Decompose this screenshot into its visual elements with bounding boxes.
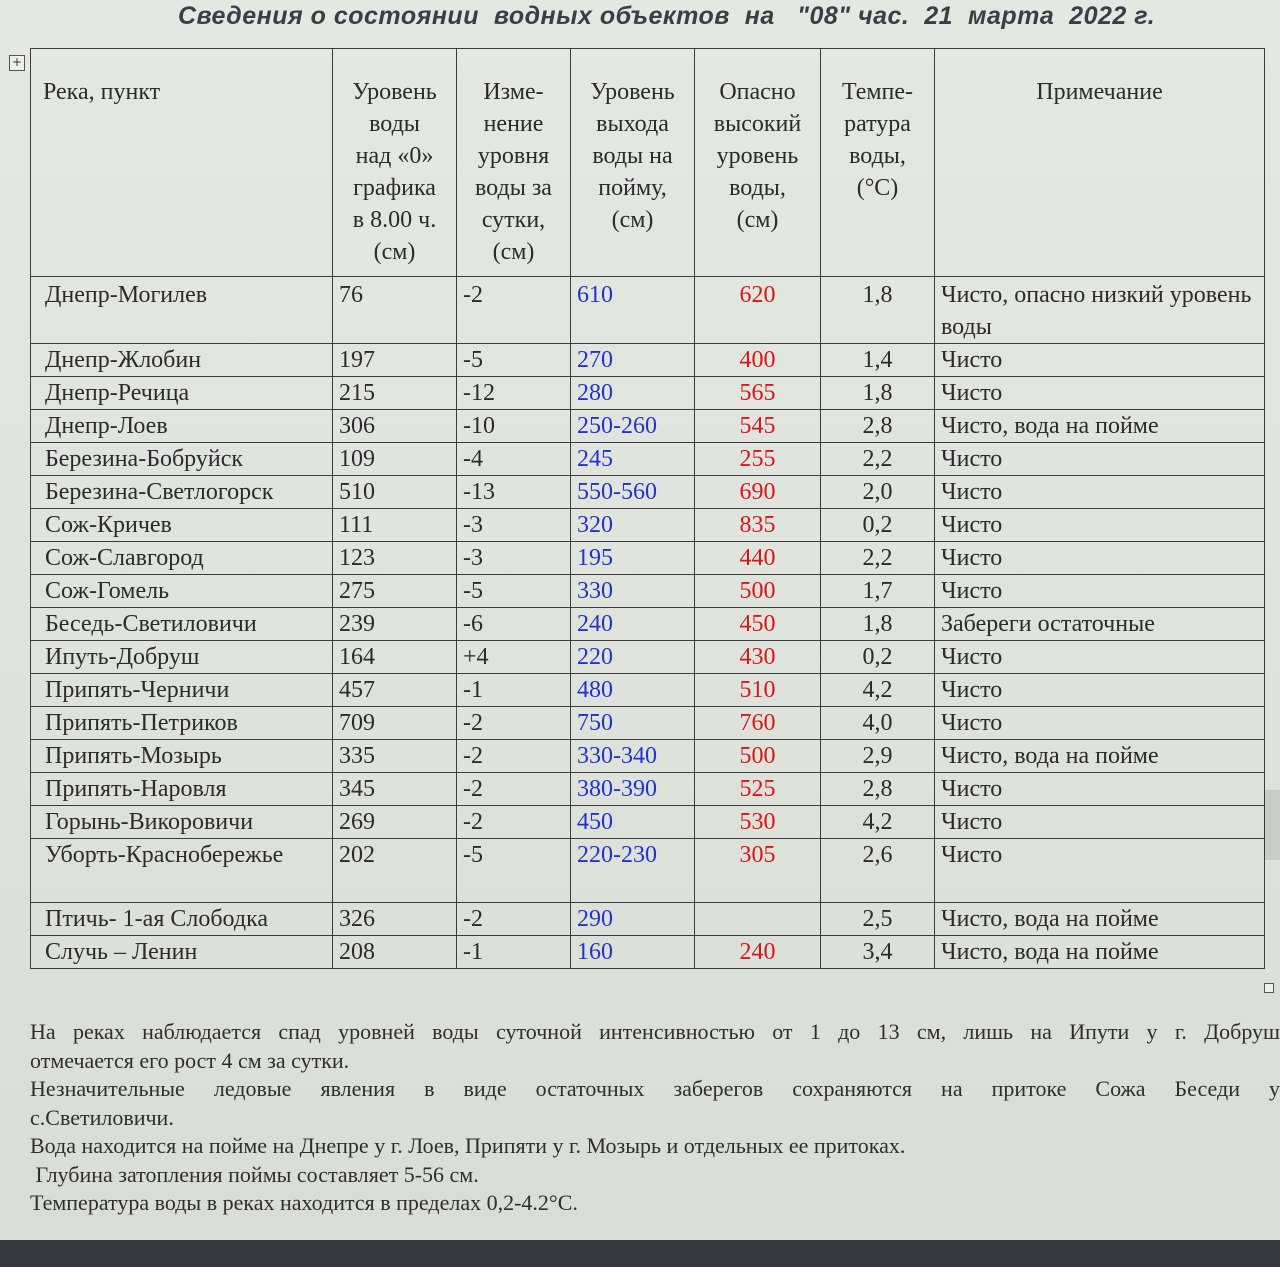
cell-level: 269 (333, 806, 457, 839)
cell-danger-level: 835 (695, 509, 821, 542)
cell-flood-level: 245 (571, 443, 695, 476)
cell-temperature: 0,2 (821, 509, 935, 542)
cell-flood-level: 270 (571, 344, 695, 377)
table-row (31, 377, 1265, 410)
table-row (31, 806, 1265, 839)
cell-change: -5 (457, 575, 571, 608)
note-line: Глубина затопления поймы составляет 5-56 см. (30, 1161, 479, 1187)
cell-temperature: 3,4 (821, 936, 935, 969)
cell-danger-level: 500 (695, 740, 821, 773)
cell-change: -13 (457, 476, 571, 509)
cell-note: Чисто (935, 575, 1265, 608)
cell-river: Днепр-Могилев (31, 277, 333, 344)
cell-flood-level: 195 (571, 542, 695, 575)
table-row (31, 674, 1265, 707)
table-row (31, 936, 1265, 969)
cell-note: Чисто (935, 443, 1265, 476)
cell-level: 208 (333, 936, 457, 969)
cell-danger-level: 525 (695, 773, 821, 806)
cell-temperature: 2,0 (821, 476, 935, 509)
cell-river: Припять-Мозырь (31, 740, 333, 773)
cell-change: -6 (457, 608, 571, 641)
cell-river: Уборть-Краснобережье (31, 839, 333, 903)
header-change: Изме- нение уровня воды за сутки, (см) (457, 49, 571, 277)
cell-temperature: 4,2 (821, 806, 935, 839)
note-line: Незначительные ледовые явления в виде остаточных заберегов сохраняются на притоке Сожа Беседи у (30, 1076, 1280, 1101)
cell-danger-level: 760 (695, 707, 821, 740)
header-danger-level: Опасно высокий уровень воды, (см) (695, 49, 821, 277)
cell-level: 111 (333, 509, 457, 542)
note-line: с.Светиловичи. (30, 1104, 174, 1130)
cell-note: Чисто (935, 707, 1265, 740)
cell-change: -5 (457, 344, 571, 377)
cell-temperature: 2,5 (821, 903, 935, 936)
cell-flood-level: 330-340 (571, 740, 695, 773)
header-note: Примечание (935, 49, 1265, 277)
cell-note: Забереги остаточные (935, 608, 1265, 641)
cell-note: Чисто (935, 773, 1265, 806)
cell-temperature: 1,8 (821, 608, 935, 641)
table-row (31, 277, 1265, 344)
header-temperature: Темпе- ратура воды, (°С) (821, 49, 935, 277)
cell-level: 306 (333, 410, 457, 443)
cell-river: Сож-Кричев (31, 509, 333, 542)
cell-flood-level: 160 (571, 936, 695, 969)
cell-danger-level: 545 (695, 410, 821, 443)
cell-change: -12 (457, 377, 571, 410)
cell-river: Горынь-Викоровичи (31, 806, 333, 839)
cell-note: Чисто, вода на пойме (935, 410, 1265, 443)
cell-temperature: 4,0 (821, 707, 935, 740)
cell-danger-level: 565 (695, 377, 821, 410)
cell-flood-level: 250-260 (571, 410, 695, 443)
cell-level: 510 (333, 476, 457, 509)
cell-river: Днепр-Лоев (31, 410, 333, 443)
cell-level: 215 (333, 377, 457, 410)
cell-change: -2 (457, 773, 571, 806)
cell-note: Чисто (935, 641, 1265, 674)
cell-river: Беседь-Светиловичи (31, 608, 333, 641)
cell-note: Чисто (935, 806, 1265, 839)
cell-change: -4 (457, 443, 571, 476)
cell-note: Чисто, вода на пойме (935, 740, 1265, 773)
note-line: На реках наблюдается спад уровней воды суточной интенсивностью от 1 до 13 см, лишь на Ипути у г. Добруш (30, 1019, 1280, 1044)
cell-danger-level: 305 (695, 839, 821, 903)
scrollbar-thumb[interactable] (1265, 790, 1280, 860)
table-row (31, 641, 1265, 674)
cell-river: Сож-Гомель (31, 575, 333, 608)
cell-temperature: 2,9 (821, 740, 935, 773)
table-row (31, 476, 1265, 509)
table-resize-handle-icon[interactable] (1264, 983, 1274, 993)
cell-river: Припять-Наровля (31, 773, 333, 806)
cell-level: 109 (333, 443, 457, 476)
cell-level: 275 (333, 575, 457, 608)
note-line: отмечается его рост 4 см за сутки. (30, 1047, 350, 1073)
cell-flood-level: 480 (571, 674, 695, 707)
cell-river: Припять-Черничи (31, 674, 333, 707)
cell-danger-level: 400 (695, 344, 821, 377)
table-row (31, 344, 1265, 377)
cell-note: Чисто (935, 839, 1265, 903)
cell-river: Припять-Петриков (31, 707, 333, 740)
table-row (31, 443, 1265, 476)
cell-temperature: 1,8 (821, 277, 935, 344)
cell-flood-level: 290 (571, 903, 695, 936)
cell-river: Случь – Ленин (31, 936, 333, 969)
cell-level: 197 (333, 344, 457, 377)
table-row (31, 740, 1265, 773)
cell-flood-level: 550-560 (571, 476, 695, 509)
cell-level: 709 (333, 707, 457, 740)
cell-change: -5 (457, 839, 571, 903)
cell-level: 76 (333, 277, 457, 344)
cell-danger-level: 240 (695, 936, 821, 969)
cell-level: 345 (333, 773, 457, 806)
cell-temperature: 0,2 (821, 641, 935, 674)
note-line: Температура воды в реках находится в пределах 0,2-4.2°С. (30, 1190, 578, 1215)
cell-river: Днепр-Речица (31, 377, 333, 410)
cell-change: -2 (457, 903, 571, 936)
cell-note: Чисто, вода на пойме (935, 936, 1265, 969)
cell-level: 202 (333, 839, 457, 903)
cell-temperature: 2,8 (821, 410, 935, 443)
cell-temperature: 1,4 (821, 344, 935, 377)
cell-change: -1 (457, 936, 571, 969)
cell-temperature: 4,2 (821, 674, 935, 707)
table-row (31, 542, 1265, 575)
cell-note: Чисто, вода на пойме (935, 903, 1265, 936)
cell-river: Птичь- 1-ая Слободка (31, 903, 333, 936)
cell-level: 335 (333, 740, 457, 773)
cell-river: Днепр-Жлобин (31, 344, 333, 377)
document-title: Сведения о состоянии водных объектов на "08" час. 21 марта 2022 г. (178, 2, 1156, 30)
cell-flood-level: 750 (571, 707, 695, 740)
header-level: Уровень воды над «0» графика в 8.00 ч. (см) (333, 49, 457, 277)
cell-level: 239 (333, 608, 457, 641)
cell-change: +4 (457, 641, 571, 674)
cell-flood-level: 220-230 (571, 839, 695, 903)
table-row (31, 509, 1265, 542)
cell-note: Чисто (935, 542, 1265, 575)
cell-flood-level: 450 (571, 806, 695, 839)
cell-change: -3 (457, 542, 571, 575)
cell-temperature: 1,7 (821, 575, 935, 608)
cell-danger-level: 440 (695, 542, 821, 575)
cell-level: 326 (333, 903, 457, 936)
cell-flood-level: 280 (571, 377, 695, 410)
cell-note: Чисто (935, 509, 1265, 542)
cell-danger-level: 255 (695, 443, 821, 476)
table-header-row (31, 49, 1265, 277)
cell-danger-level: 510 (695, 674, 821, 707)
cell-flood-level: 220 (571, 641, 695, 674)
cell-temperature: 2,6 (821, 839, 935, 903)
summary-notes (30, 1018, 1280, 1218)
note-line: Вода находится на пойме на Днепре у г. Лоев, Припяти у г. Мозырь и отдельных ее притоках. (30, 1133, 906, 1158)
cell-danger-level: 620 (695, 277, 821, 344)
cell-danger-level: 530 (695, 806, 821, 839)
cell-river: Ипуть-Добруш (31, 641, 333, 674)
cell-change: -2 (457, 277, 571, 344)
cell-flood-level: 240 (571, 608, 695, 641)
screen-bottom-bar (0, 1240, 1280, 1267)
cell-river: Березина-Бобруйск (31, 443, 333, 476)
cell-change: -2 (457, 740, 571, 773)
cell-change: -3 (457, 509, 571, 542)
cell-flood-level: 610 (571, 277, 695, 344)
cell-change: -2 (457, 806, 571, 839)
cell-level: 457 (333, 674, 457, 707)
cell-danger-level: 690 (695, 476, 821, 509)
cell-level: 123 (333, 542, 457, 575)
header-river: Река, пункт (31, 49, 333, 277)
cell-river: Сож-Славгород (31, 542, 333, 575)
cell-note: Чисто (935, 344, 1265, 377)
cell-danger-level: 500 (695, 575, 821, 608)
table-row (31, 608, 1265, 641)
cell-note: Чисто, опасно низкий уровень воды (935, 277, 1265, 344)
cell-level: 164 (333, 641, 457, 674)
table-row (31, 903, 1265, 936)
cell-change: -10 (457, 410, 571, 443)
header-flood-level: Уровень выхода воды на пойму, (см) (571, 49, 695, 277)
cell-temperature: 2,8 (821, 773, 935, 806)
water-levels-table (30, 48, 1265, 969)
cell-river: Березина-Светлогорск (31, 476, 333, 509)
cell-note: Чисто (935, 674, 1265, 707)
cell-danger-level: 430 (695, 641, 821, 674)
cell-flood-level: 330 (571, 575, 695, 608)
cell-change: -1 (457, 674, 571, 707)
cell-flood-level: 380-390 (571, 773, 695, 806)
cell-note: Чисто (935, 476, 1265, 509)
cell-temperature: 1,8 (821, 377, 935, 410)
cell-danger-level (695, 903, 821, 936)
cell-note: Чисто (935, 377, 1265, 410)
table-row (31, 707, 1265, 740)
table-row (31, 839, 1265, 903)
cell-temperature: 2,2 (821, 542, 935, 575)
table-row (31, 575, 1265, 608)
table-move-handle-icon[interactable]: + (9, 55, 25, 71)
table-row (31, 773, 1265, 806)
cell-temperature: 2,2 (821, 443, 935, 476)
table-row (31, 410, 1265, 443)
cell-danger-level: 450 (695, 608, 821, 641)
cell-flood-level: 320 (571, 509, 695, 542)
cell-change: -2 (457, 707, 571, 740)
